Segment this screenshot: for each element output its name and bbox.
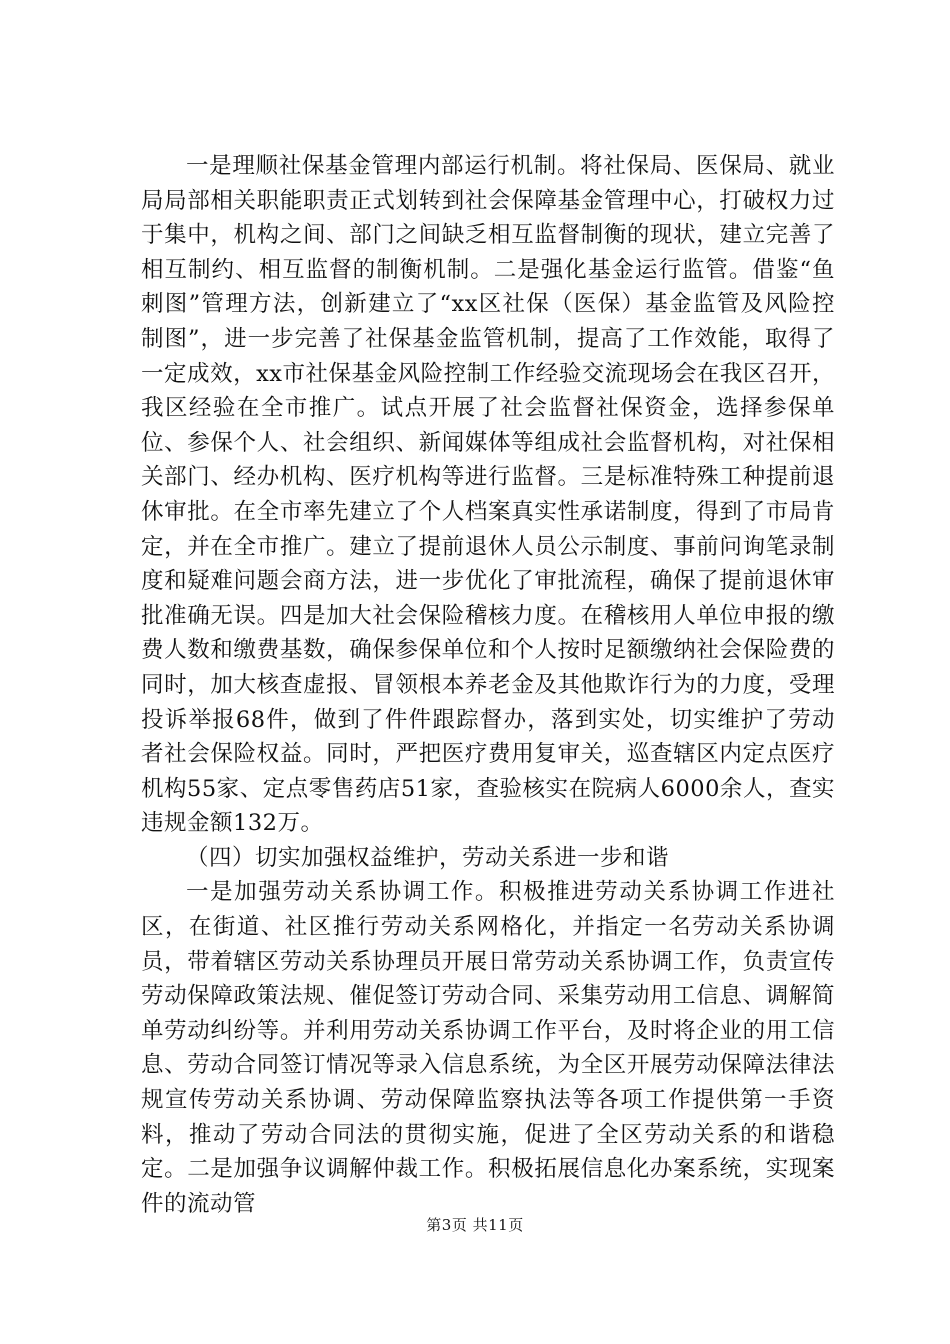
document-body [141,149,835,1221]
section-heading: （四）切实加强权益维护，劳动关系进一步和谐 [186,844,670,871]
body-paragraph-2: 一是加强劳动关系协调工作。积极推进劳动关系协调工作进社区，在街道、社区推行劳动关系网格化，并指定一名劳动关系协调员，带着辖区劳动关系协理员开展日常劳动关系协调工作，负责宣传劳动保障政策法规、催促签订劳动合同、采集劳动用工信息、调解简单劳动纠纷等。并利用劳动关系协调工作平台，及时将企业的用工信息、劳动合同签订情况等录入信息系统，为全区开展劳动保障法律法规宣传劳动关系协调、劳动保障监察执法等各项工作提供第一手资料，推动了劳动合同法的贯彻实施，促进了全区劳动关系的和谐稳定。二是加强争议调解仲裁工作。积极拓展信息化办案系统，实现案件的流动管 [141,879,835,1217]
body-paragraph-1: 一是理顺社保基金管理内部运行机制。将社保局、医保局、就业局局部相关职能职责正式划转到社会保障基金管理中心，打破权力过于集中，机构之间、部门之间缺乏相互监督制衡的现状，建立完善了相互制约、相互监督的制衡机制。二是强化基金运行监管。借鉴“鱼刺图”管理方法，创新建立了“xx区社保（医保）基金监管及风险控制图”，进一步完善了社保基金监管机制，提高了工作效能，取得了一定成效，xx市社保基金风险控制工作经验交流现场会在我区召开，我区经验在全市推广。试点开展了社会监督社保资金，选择参保单位、参保个人、社会组织、新闻媒体等组成社会监督机构，对社保相关部门、经办机构、医疗机构等进行监督。三是标准特殊工种提前退休审批。在全市率先建立了个人档案真实性承诺制度，得到了市局肯定，并在全市推广。建立了提前退休人员公示制度、事前问询笔录制度和疑难问题会商方法，进一步优化了审批流程，确保了提前退休审批准确无误。四是加大社会保险稽核力度。在稽核用人单位申报的缴费人数和缴费基数，确保参保单位和个人按时足额缴纳社会保险费的同时，加大核查虚报、冒领根本养老金及其他欺诈行为的力度，受理投诉举报68件，做到了件件跟踪督办，落到实处，切实维护了劳动者社会保险权益。同时，严把医疗费用复审关，巡查辖区内定点医疗机构55家、定点零售药店51家，查验核实在院病人6000余人，查实违规金额132万。 [141,153,835,837]
page-footer: 第3页 共11页 [426,1216,524,1234]
